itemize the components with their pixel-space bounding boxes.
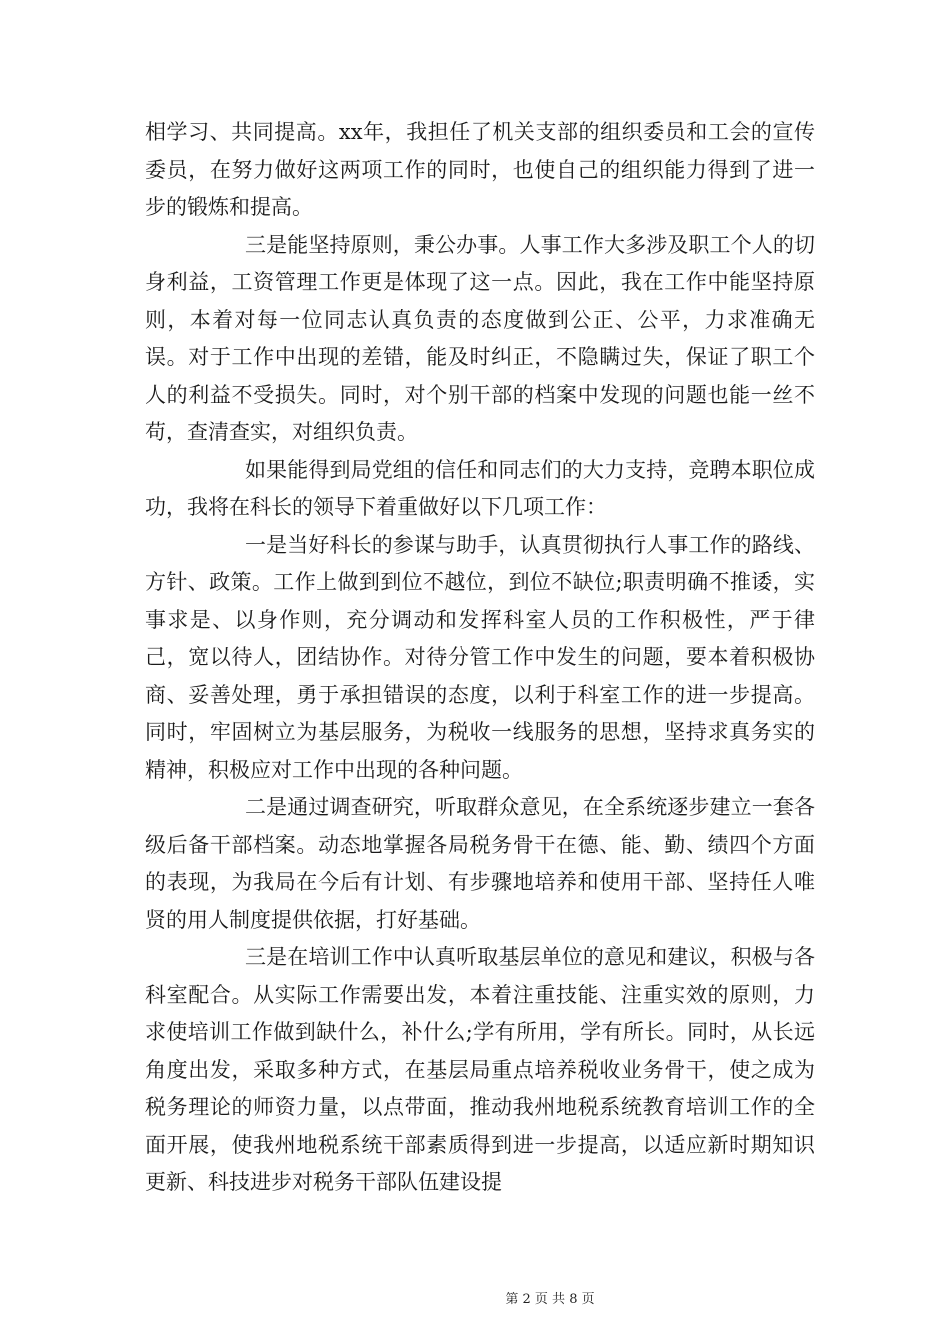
page-number-footer: 第 2 页 共 8 页: [505, 1292, 595, 1307]
document-body: [145, 114, 815, 1202]
paragraph-2: 三是能坚持原则，秉公办事。人事工作大多涉及职工个人的切身利益，工资管理工作更是体现了这一点。因此，我在工作中能坚持原则，本着对每一位同志认真负责的态度做到公正、公平，力求准确无误。对于工作中出现的差错，能及时纠正，不隐瞒过失，保证了职工个人的利益不受损失。同时，对个别干部的档案中发现的问题也能一丝不苟，查清查实，对组织负责。: [145, 232, 815, 444]
paragraph-6: 三是在培训工作中认真听取基层单位的意见和建议，积极与各科室配合。从实际工作需要出发，本着注重技能、注重实效的原则，力求使培训工作做到缺什么，补什么;学有所用，学有所长。同时，从长远角度出发，采取多种方式，在基层局重点培养税收业务骨干，使之成为税务理论的师资力量，以点带面，推动我州地税系统教育培训工作的全面开展，使我州地税系统干部素质得到进一步提高，以适应新时期知识更新、科技进步对税务干部队伍建设提: [145, 945, 815, 1194]
paragraph-3: 如果能得到局党组的信任和同志们的大力支持，竞聘本职位成功，我将在科长的领导下着重做好以下几项工作：: [145, 457, 815, 519]
paragraph-1: 相学习、共同提高。xx年，我担任了机关支部的组织委员和工会的宣传委员，在努力做好这两项工作的同时，也使自己的组织能力得到了进一步的锻炼和提高。: [145, 120, 815, 219]
paragraph-5: 二是通过调查研究，听取群众意见，在全系统逐步建立一套各级后备干部档案。动态地掌握各局税务骨干在德、能、勤、绩四个方面的表现，为我局在今后有计划、有步骤地培养和使用干部、坚持任人唯贤的用人制度提供依据，打好基础。: [145, 795, 815, 932]
paragraph-4: 一是当好科长的参谋与助手，认真贯彻执行人事工作的路线、方针、政策。工作上做到到位不越位，到位不缺位;职责明确不推诿，实事求是、以身作则，充分调动和发挥科室人员的工作积极性，严于律己，宽以待人，团结协作。对待分管工作中发生的问题，要本着积极协商、妥善处理，勇于承担错误的态度，以利于科室工作的进一步提高。同时，牢固树立为基层服务，为税收一线服务的思想，坚持求真务实的精神，积极应对工作中出现的各种问题。: [145, 532, 815, 782]
